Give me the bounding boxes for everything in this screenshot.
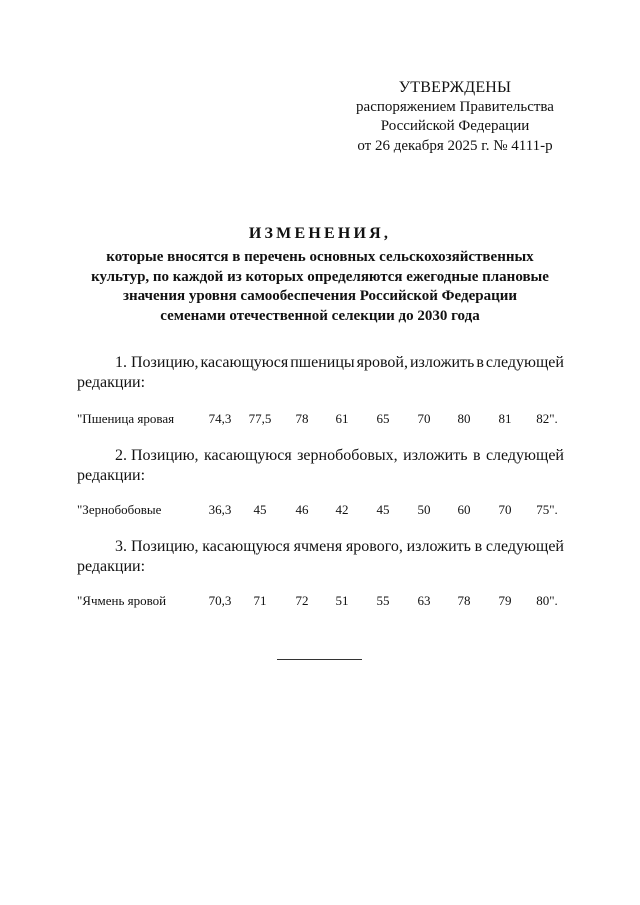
subtitle-line-2: культур, по каждой из которых определяются ежегодные плановые (91, 268, 549, 285)
value-cell: 50 (417, 502, 431, 517)
value-cell: 71 (253, 593, 267, 608)
value-cell: 78 (295, 411, 309, 426)
word: ярового, (345, 538, 403, 555)
word: следующей (485, 447, 564, 464)
word: следующей (485, 538, 564, 555)
paragraph-first-line (77, 537, 564, 557)
approval-title: УТВЕРЖДЕНЫ (398, 79, 512, 96)
value-cell: 80". (536, 593, 558, 608)
word: ячменя (293, 538, 343, 555)
approval-block (330, 78, 580, 156)
value-cell: 82". (536, 411, 558, 426)
approval-line-3: от 26 декабря 2025 г. № 4111-р (357, 137, 553, 154)
word: изложить (409, 354, 475, 371)
word: изложить (406, 538, 471, 555)
value-cell: 61 (335, 411, 349, 426)
value-cell: 77,5 (248, 411, 272, 426)
word: в (472, 447, 481, 464)
value-cell: 70 (498, 502, 512, 517)
subtitle-line-1: которые вносятся в перечень основных сельскохозяйственных (106, 249, 534, 265)
paragraph-continuation: редакции: (77, 374, 146, 391)
value-cell: 46 (295, 502, 309, 517)
crop-name: "Пшеница яровая (77, 411, 175, 426)
value-cell: 36,3 (208, 502, 232, 517)
word: зернобобовых, (297, 447, 398, 464)
word: касающуюся (203, 447, 292, 464)
word: касающуюся (200, 354, 289, 371)
word: в (474, 538, 483, 555)
approval-line-1: распоряжением Правительства (356, 98, 554, 115)
paragraph-first-line (77, 446, 564, 466)
value-cell: 55 (376, 593, 390, 608)
item-3-paragraph (77, 537, 564, 577)
value-cell: 78 (457, 593, 471, 608)
approval-line-2: Российской Федерации (380, 118, 530, 134)
value-cell: 75". (536, 502, 558, 517)
word: 1. Позицию, (115, 354, 199, 371)
value-cell: 79 (498, 593, 512, 608)
value-cell: 65 (376, 411, 390, 426)
paragraph-continuation: редакции: (77, 467, 146, 484)
value-cell: 70,3 (208, 593, 232, 608)
paragraph-first-line (77, 353, 564, 373)
item-1-row (77, 410, 567, 428)
item-3-row (77, 592, 567, 610)
item-1-paragraph (77, 353, 564, 393)
crop-name: "Зернобобовые (77, 502, 162, 517)
value-cell: 60 (457, 502, 471, 517)
value-cell: 45 (376, 502, 390, 517)
subtitle-line-4: семенами отечественной селекции до 2030 года (160, 307, 480, 324)
value-cell: 42 (335, 502, 349, 517)
document-title: ИЗМЕНЕНИЯ, (248, 225, 392, 242)
value-cell: 81 (498, 411, 512, 426)
word: касающуюся (202, 538, 290, 555)
item-2-paragraph (77, 446, 564, 486)
value-cell: 63 (417, 593, 431, 608)
document-subtitle (60, 248, 580, 326)
subtitle-line-3: значения уровня самообеспечения Российской Федерации (122, 288, 517, 304)
value-cell: 51 (335, 593, 349, 608)
end-divider (277, 659, 362, 660)
word: следующей (485, 354, 564, 371)
value-cell: 70 (417, 411, 431, 426)
value-cell: 80 (457, 411, 471, 426)
word: 2. Позицию, (115, 447, 199, 464)
word: изложить (403, 447, 468, 464)
word: 3. Позицию, (115, 538, 199, 555)
word: пшеницы (290, 354, 355, 371)
word: в (476, 354, 484, 371)
crop-name: "Ячмень яровой (77, 593, 167, 608)
item-2-row (77, 501, 567, 519)
value-cell: 72 (295, 593, 309, 608)
value-cell: 45 (253, 502, 267, 517)
value-cell: 74,3 (208, 411, 232, 426)
word: яровой, (356, 354, 408, 371)
paragraph-continuation: редакции: (77, 558, 146, 575)
